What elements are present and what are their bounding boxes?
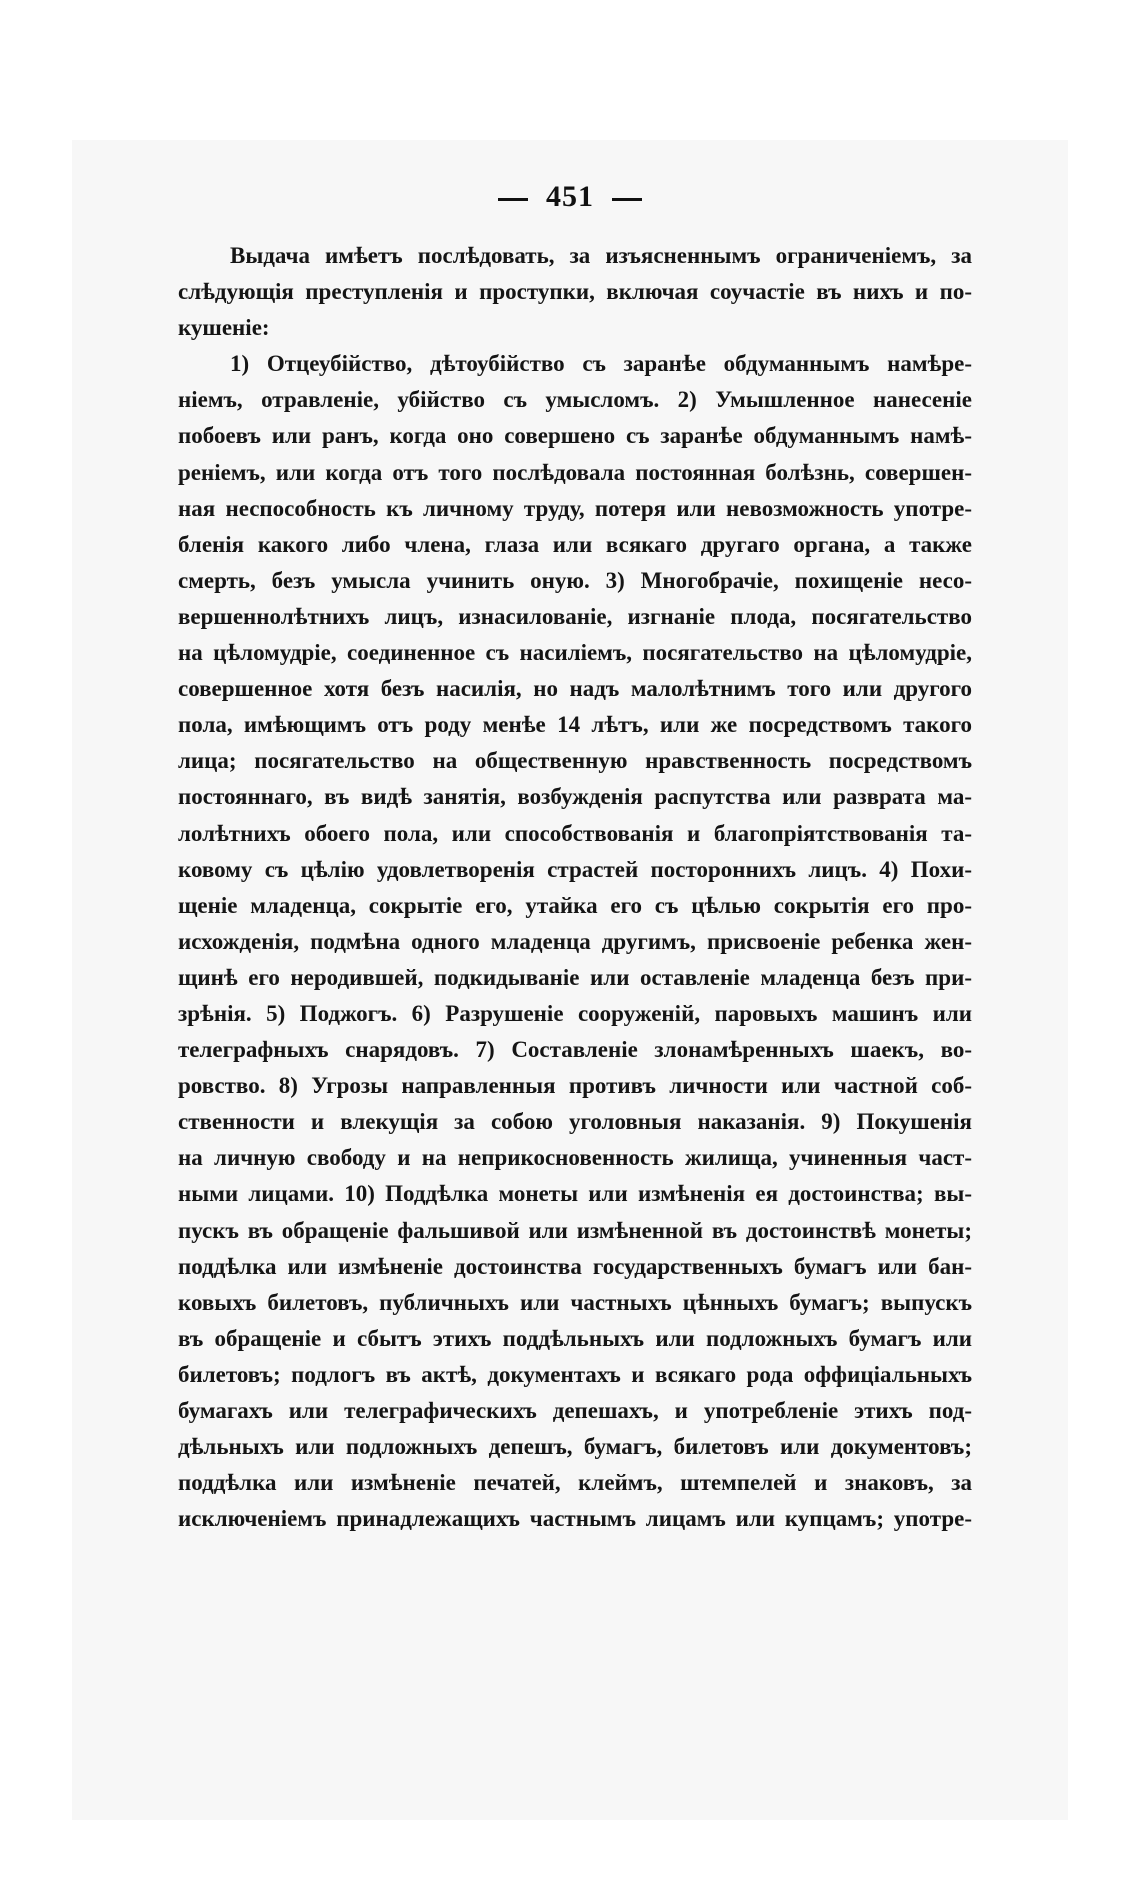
text-line: совершенное хотя безъ насилія, но надъ малолѣтнимъ того или другого xyxy=(178,676,972,702)
text-line: реніемъ, или когда отъ того послѣдовала постоянная болѣзнь, совершен- xyxy=(178,459,972,485)
text-line: кушеніе: xyxy=(178,315,270,341)
text-line: пола, имѣющимъ отъ роду менѣе 14 лѣтъ, или же посредствомъ такого xyxy=(178,712,972,738)
text-line: поддѣлка или измѣненіе печатей, клеймъ, штемпелей и знаковъ, за xyxy=(178,1470,972,1496)
text-line: побоевъ или ранъ, когда оно совершено съ заранѣе обдуманнымъ намѣ- xyxy=(178,423,972,449)
page-number-header xyxy=(0,180,1140,214)
text-line: билетовъ; подлогъ въ актѣ, документахъ и всякаго рода оффиціальныхъ xyxy=(178,1361,972,1387)
text-line: щеніе младенца, сокрытіе его, утайка его съ цѣлью сокрытія его про- xyxy=(178,892,972,918)
text-line: исхожденія, подмѣна одного младенца другимъ, присвоеніе ребенка жен- xyxy=(178,928,972,954)
text-line: смерть, безъ умысла учинить оную. 3) Многобрачіе, похищеніе несо- xyxy=(178,567,972,593)
text-line: телеграфныхъ снарядовъ. 7) Составленіе злонамѣренныхъ шаекъ, во- xyxy=(178,1037,972,1063)
text-line: дѣльныхъ или подложныхъ депешъ, бумагъ, билетовъ или документовъ; xyxy=(178,1434,972,1460)
text-line: бумагахъ или телеграфическихъ депешахъ, и употребленіе этихъ под- xyxy=(178,1398,972,1423)
text-line: зрѣнія. 5) Поджогъ. 6) Разрушеніе сооруженій, паровыхъ машинъ или xyxy=(178,1000,972,1026)
text-line: исключеніемъ принадлежащихъ частнымъ лицамъ или купцамъ; употре- xyxy=(178,1506,972,1532)
text-line: слѣдующія преступленія и проступки, включая соучастіе въ нихъ и по- xyxy=(178,279,972,305)
text-line: ровство. 8) Угрозы направленныя противъ личности или частной соб- xyxy=(178,1073,972,1099)
text-line: ковому съ цѣлію удовлетворенія страстей постороннихъ лицъ. 4) Похи- xyxy=(178,856,972,882)
text-line: въ обращеніе и сбытъ этихъ поддѣльныхъ или подложныхъ бумагъ или xyxy=(178,1325,972,1351)
text-line: пускъ въ обращеніе фальшивой или измѣненной въ достоинствѣ монеты; xyxy=(178,1217,972,1243)
text-line: ными лицами. 10) Поддѣлка монеты или измѣненія ея достоинства; вы- xyxy=(178,1181,972,1207)
text-line: ственности и влекущія за собою уголовныя наказанія. 9) Покушенія xyxy=(178,1109,972,1135)
left-dash xyxy=(498,198,528,201)
text-line: 1) Отцеубійство, дѣтоубійство съ заранѣе обдуманнымъ намѣре- xyxy=(230,351,972,377)
text-line: на личную свободу и на неприкосновенность жилища, учиненныя част- xyxy=(178,1145,972,1171)
text-line: лолѣтнихъ обоего пола, или способствованія и благопріятствованія та- xyxy=(178,820,972,846)
text-line: ная неспособность къ личному труду, потеря или невозможность употре- xyxy=(178,495,972,521)
text-line: поддѣлка или измѣненіе достоинства государственныхъ бумагъ или бан- xyxy=(178,1253,972,1279)
text-line: щинѣ его неродившей, подкидываніе или оставленіе младенца безъ при- xyxy=(178,964,972,990)
text-line: ніемъ, отравленіе, убійство съ умысломъ. 2) Умышленное нанесеніе xyxy=(178,387,972,413)
text-line: лица; посягательство на общественную нравственность посредствомъ xyxy=(178,748,972,774)
text-line: Выдача имѣетъ послѣдовать, за изъясненнымъ ограниченіемъ, за xyxy=(230,243,972,268)
text-line: постояннаго, въ видѣ занятія, возбужденія распутства или разврата ма- xyxy=(178,784,972,810)
text-line: вершеннолѣтнихъ лицъ, изнасилованіе, изгнаніе плода, посягательство xyxy=(178,603,972,629)
right-dash xyxy=(612,198,642,201)
page-number: 451 xyxy=(546,180,594,213)
text-line: ковыхъ билетовъ, публичныхъ или частныхъ цѣнныхъ бумагъ; выпускъ xyxy=(178,1289,972,1315)
text-line: бленія какого либо члена, глаза или всякаго другаго органа, а также xyxy=(178,531,972,557)
body-text xyxy=(178,238,972,1537)
text-line: на цѣломудріе, соединенное съ насиліемъ, посягательство на цѣломудріе, xyxy=(178,640,972,666)
